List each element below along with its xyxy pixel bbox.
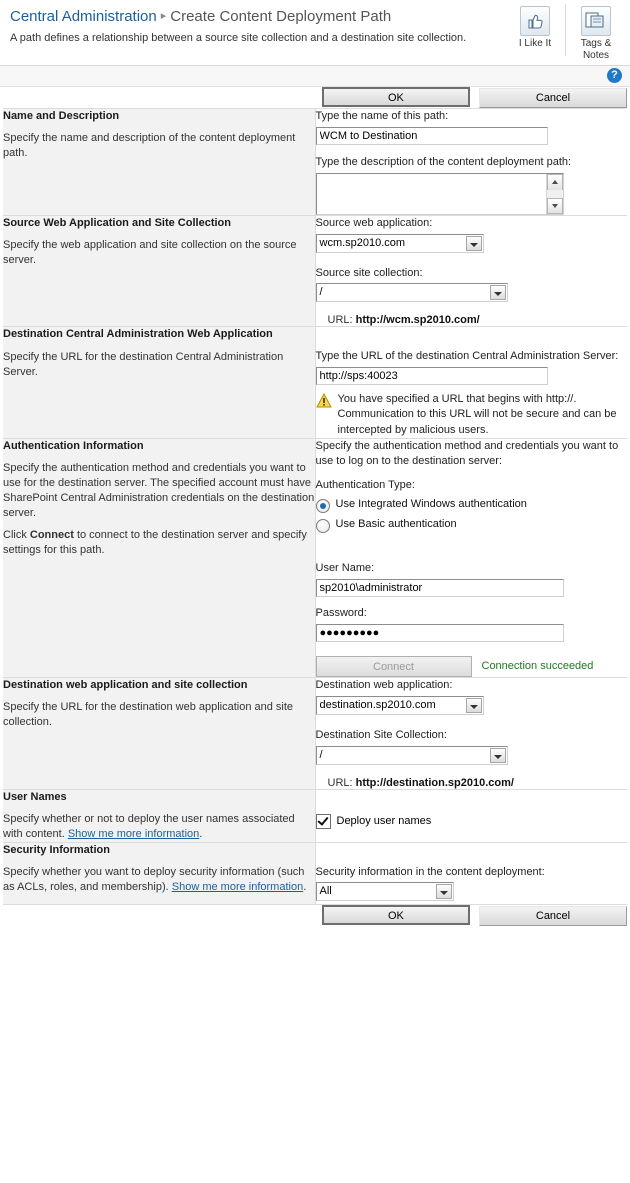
destination-web-title: Destination web application and site collection [3,678,248,691]
name-description-info [3,109,315,215]
password-input[interactable] [316,624,564,642]
destination-web-desc: Specify the URL for the destination web application and site collection. [3,701,294,729]
destination-web-fields [315,678,627,789]
top-buttons-cell [3,87,627,108]
path-name-label: Type the name of this path: [315,110,449,122]
path-description-label: Type the description of the content deployment path: [315,155,572,168]
social-divider [565,4,566,56]
deploy-user-names-label: Deploy user names [336,815,432,828]
url-warning [316,392,628,438]
user-names-fields [315,790,627,842]
security-more-info-link[interactable]: Show me more information [171,880,304,893]
connect-button[interactable]: Connect [316,656,472,677]
source-web-app-label: Source web application: [315,216,433,229]
authentication-title: Authentication Information [3,439,144,452]
source-web-app-select[interactable] [316,234,484,253]
security-title: Security Information [3,843,110,856]
section-name-description [3,109,627,215]
source-web-app-value: wcm.sp2010.com [319,236,406,249]
username-input[interactable] [316,579,564,597]
radio-basic-icon[interactable] [316,519,330,533]
authentication-desc-2: Click Connect to connect to the destination server and specify settings for this path. [3,529,307,557]
radio-integrated-icon[interactable] [316,499,330,513]
destination-ca-url-input[interactable] [316,367,548,385]
user-names-desc: Specify whether or not to deploy the user names associated with content. Show me more information. [3,812,295,840]
breadcrumb-separator-icon: ▸ [160,10,167,22]
radio-basic-label: Use Basic authentication [335,518,457,531]
top-button-row [3,87,627,108]
radio-integrated-label: Use Integrated Windows authentication [335,498,527,511]
form-container [0,87,630,926]
destination-site-collection-label: Destination Site Collection: [315,728,447,741]
destination-site-collection-select[interactable] [316,746,508,765]
authentication-fields [315,439,627,677]
ok-button-top[interactable]: OK [322,87,470,107]
cancel-button-bottom[interactable]: Cancel [479,906,627,926]
user-names-more-info-link[interactable]: Show me more information [67,827,200,840]
radio-integrated-windows[interactable] [316,498,628,513]
authentication-type-label: Authentication Type: [315,479,415,492]
breadcrumb-central-administration[interactable]: Central Administration [10,8,157,25]
path-name-input[interactable] [316,127,548,145]
source-url-line [316,314,628,326]
source-site-collection-label: Source site collection: [315,266,423,279]
settings-table [3,87,627,926]
section-destination-ca [3,327,627,437]
security-select-label: Security information in the content deployment: [315,865,545,878]
section-user-names [3,790,627,842]
tags-and-notes-label: Tags & Notes [580,38,612,61]
name-description-title: Name and Description [3,110,120,122]
bottom-buttons-cell [3,905,627,926]
url-warning-text: You have specified a URL that begins with http://. Communication to this URL will not be secure and can be intercepted by malicious users. [337,393,617,436]
source-url-value: http://wcm.sp2010.com/ [355,314,480,327]
connection-status: Connection succeeded [481,660,594,673]
security-info [3,843,315,905]
source-title: Source Web Application and Site Collection [3,216,231,229]
breadcrumb-current-page: Create Content Deployment Path [170,8,392,25]
deploy-user-names-row[interactable] [316,814,628,829]
destination-ca-title: Destination Central Administration Web Application [3,328,273,341]
help-icon[interactable]: ? [607,68,622,83]
scroll-up-icon[interactable] [547,174,563,190]
user-names-spacer [316,790,628,812]
section-destination-web [3,678,627,789]
ca-spacer [316,327,628,349]
path-description-input[interactable] [317,174,547,214]
social-actions [507,4,624,61]
security-information-value: All [319,885,332,898]
destination-web-app-select[interactable] [316,696,484,715]
security-spacer [316,843,628,865]
section-security [3,843,627,905]
tags-notes-icon [581,6,611,36]
description-scrollbar[interactable] [546,174,563,214]
section-authentication [3,439,627,677]
user-names-title: User Names [3,790,67,803]
i-like-it-label: I Like It [518,38,552,49]
page-header [0,0,630,66]
ok-button-bottom[interactable]: OK [322,905,470,925]
chevron-down-icon[interactable] [466,698,482,713]
chevron-down-icon[interactable] [436,884,452,899]
bottom-button-row [3,905,627,926]
section-source [3,216,627,327]
destination-url-value: http://destination.sp2010.com/ [355,776,514,789]
destination-web-app-label: Destination web application: [315,678,453,691]
warning-icon [316,393,332,408]
source-site-collection-select[interactable] [316,283,508,302]
authentication-desc-1: Specify the authentication method and credentials you want to use for the destination server. The specified account must have SharePoint Central Administration credentials on the destination server. [3,462,315,519]
path-description-wrapper [316,173,564,215]
source-site-collection-value: / [319,286,323,299]
destination-ca-desc: Specify the URL for the destination Central Administration Server. [3,350,284,378]
cancel-button-top[interactable]: Cancel [479,88,627,108]
source-desc: Specify the web application and site collection on the source server. [3,238,297,266]
source-info [3,216,315,327]
security-information-select[interactable] [316,882,454,901]
destination-url-line [316,777,628,789]
user-names-info [3,790,315,842]
authentication-intro: Specify the authentication method and credentials you want to use to log on to the destination server: [315,439,619,467]
authentication-info [3,439,315,677]
help-bar [0,66,630,87]
authentication-desc [3,461,315,558]
name-description-fields [315,109,627,215]
destination-ca-fields [315,327,627,437]
destination-url-prefix: URL: [327,776,353,789]
page-description: A path defines a relationship between a source site collection and a destination site collection. [10,32,467,44]
i-like-it-button[interactable] [507,4,563,50]
destination-ca-info [3,327,315,437]
chevron-down-icon[interactable] [490,285,506,300]
destination-ca-url-label: Type the URL of the destination Central Administration Server: [315,350,619,363]
connect-row [316,656,628,677]
tags-and-notes-button[interactable] [568,4,624,61]
name-description-desc: Specify the name and description of the content deployment path. [3,132,296,160]
password-label: Password: [315,607,367,620]
scroll-down-icon[interactable] [547,198,563,214]
source-url-prefix: URL: [327,314,353,327]
radio-basic-authentication[interactable] [316,518,628,533]
security-fields [315,843,627,905]
destination-site-collection-value: / [319,748,323,761]
username-label: User Name: [315,562,375,575]
deploy-user-names-checkbox[interactable] [316,814,331,829]
source-fields [315,216,627,327]
destination-web-info [3,678,315,789]
chevron-down-icon[interactable] [466,236,482,251]
chevron-down-icon[interactable] [490,748,506,763]
security-desc: Specify whether you want to deploy security information (such as ACLs, roles, and membership). Show me more information. [3,865,307,893]
destination-web-app-value: destination.sp2010.com [319,698,436,711]
thumbs-up-icon [520,6,550,36]
